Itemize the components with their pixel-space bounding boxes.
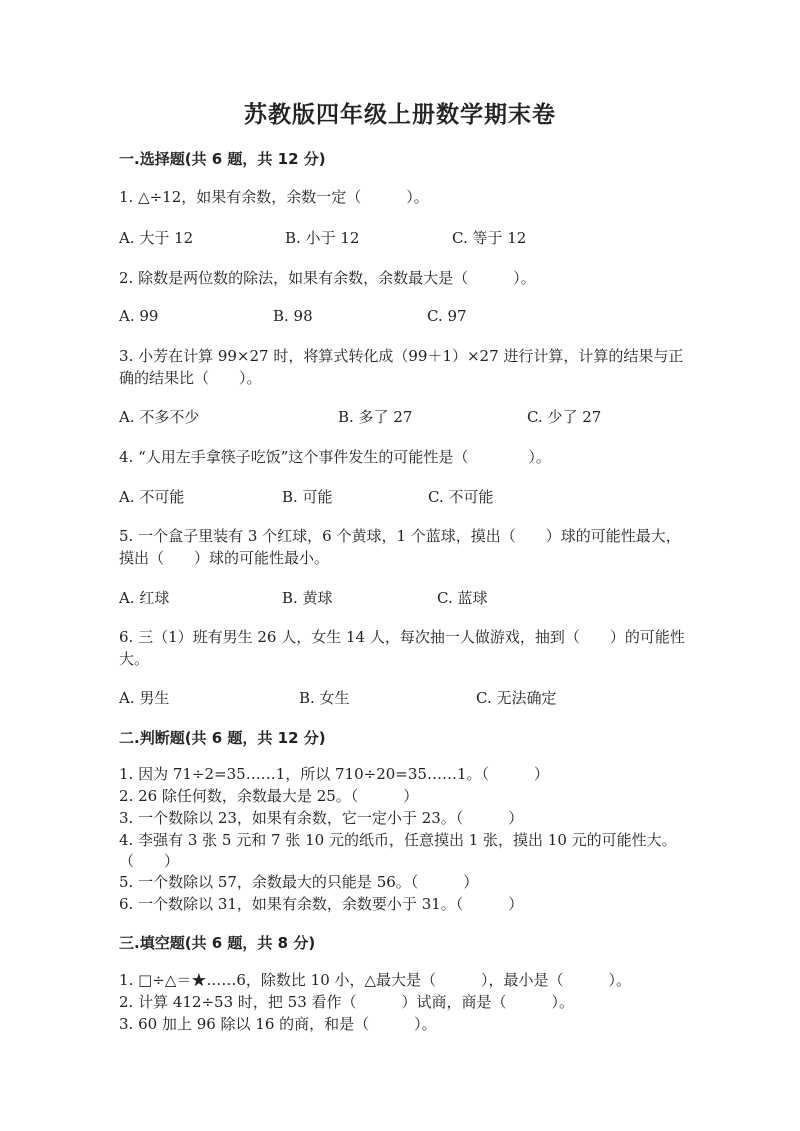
choice-5-option-a: A. 红球 [119, 589, 170, 607]
choice-question-4: 4. “人用左手拿筷子吃饭”这个事件发生的可能性是（ ）。 [119, 448, 551, 466]
choice-3-option-a: A. 不多不少 [119, 408, 200, 426]
choice-2-option-b: B. 98 [273, 307, 313, 325]
fill-in-item-2: 2. 计算 412÷53 时，把 53 看作（ ）试商，商是（ ）。 [119, 993, 575, 1011]
judgement-item-2: 2. 26 除任何数，余数最大是 25。（ ） [119, 787, 419, 805]
choice-6-option-a: A. 男生 [119, 689, 170, 707]
choice-question-3: 3. 小芳在计算 99×27 时，将算式转化成（99＋1）×27 进行计算，计算的结果与正确的结果比（ ）。 [119, 347, 684, 387]
section-heading-fill-in: 三.填空题(共 6 题，共 8 分) [119, 934, 316, 952]
choice-2-option-c: C. 97 [427, 307, 467, 325]
judgement-item-6: 6. 一个数除以 31，如果有余数，余数要小于 31。（ ） [119, 895, 524, 913]
choice-4-option-c: C. 不可能 [428, 488, 494, 506]
choice-6-option-c: C. 无法确定 [476, 689, 557, 707]
choice-4-option-b: B. 可能 [282, 488, 333, 506]
section-heading-choice: 一.选择题(共 6 题，共 12 分) [119, 150, 326, 168]
judgement-item-3: 3. 一个数除以 23，如果有余数，它一定小于 23。（ ） [119, 809, 524, 827]
choice-6-option-b: B. 女生 [299, 689, 350, 707]
choice-question-2: 2. 除数是两位数的除法，如果有余数，余数最大是（ ）。 [119, 269, 536, 287]
fill-in-item-3: 3. 60 加上 96 除以 16 的商，和是（ ）。 [119, 1015, 437, 1033]
section-heading-judgement: 二.判断题(共 6 题，共 12 分) [119, 729, 326, 747]
choice-1-option-b: B. 小于 12 [285, 229, 360, 247]
choice-question-1: 1. △÷12，如果有余数，余数一定（ ）。 [119, 188, 429, 206]
judgement-item-4: 4. 李强有 3 张 5 元和 7 张 10 元的纸币，任意摸出 1 张，摸出 10 元的可能性大。 （ ） [119, 831, 700, 870]
judgement-item-5: 5. 一个数除以 57，余数最大的只能是 56。（ ） [119, 873, 479, 891]
choice-question-5: 5. 一个盒子里装有 3 个红球，6 个黄球，1 个蓝球，摸出（ ）球的可能性最大，摸出（ ）球的可能性最小。 [119, 527, 681, 567]
choice-5-option-b: B. 黄球 [282, 589, 333, 607]
choice-5-option-c: C. 蓝球 [437, 589, 488, 607]
choice-1-option-a: A. 大于 12 [119, 229, 194, 247]
choice-question-6: 6. 三（1）班有男生 26 人，女生 14 人，每次抽一人做游戏，抽到（ ）的可能性大。 [119, 628, 685, 668]
exam-title: 苏教版四年级上册数学期末卷 [244, 101, 556, 128]
choice-3-option-b: B. 多了 27 [338, 408, 413, 426]
choice-4-option-a: A. 不可能 [119, 488, 185, 506]
fill-in-item-1: 1. □÷△＝★……6，除数比 10 小，△最大是（ ），最小是（ ）。 [119, 971, 632, 989]
choice-2-option-a: A. 99 [119, 307, 159, 325]
judgement-item-1: 1. 因为 71÷2=35……1，所以 710÷20=35……1。（ ） [119, 765, 549, 783]
choice-3-option-c: C. 少了 27 [527, 408, 602, 426]
choice-1-option-c: C. 等于 12 [452, 229, 527, 247]
